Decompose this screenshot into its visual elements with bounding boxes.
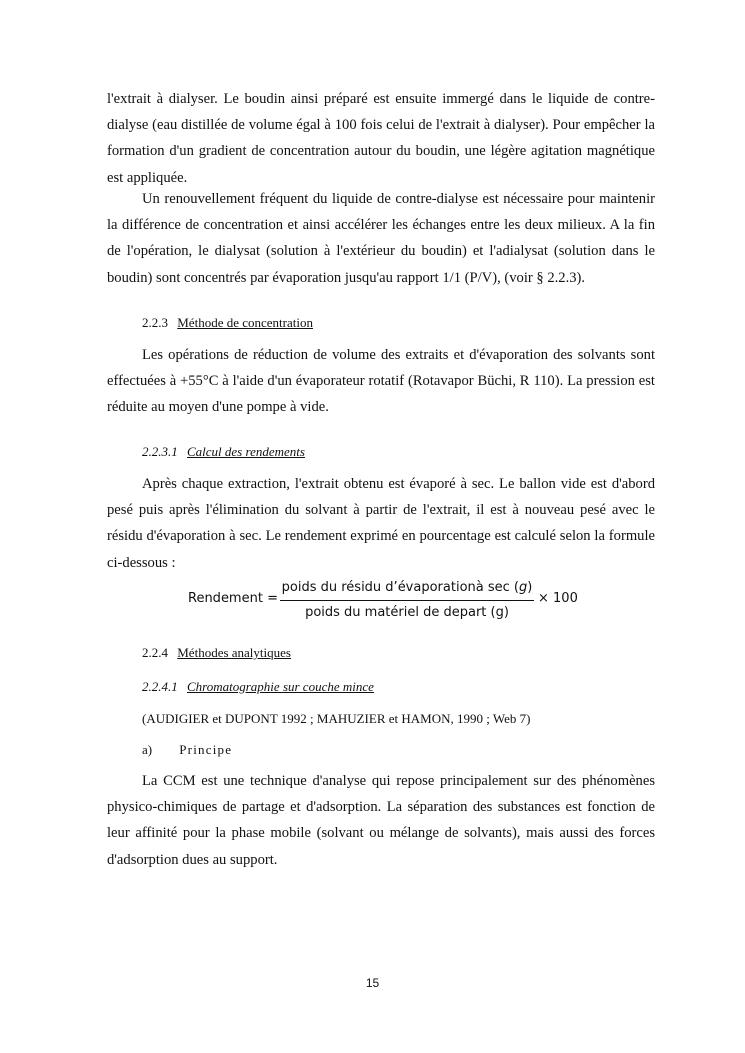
heading-number: 2.2.3.1	[142, 444, 178, 459]
page-number: 15	[365, 976, 380, 990]
subsection-principe	[142, 742, 232, 758]
paragraph-dialysis-end: l'extrait à dialyser. Le boudin ainsi préparé est ensuite immergé dans le liquide de contre-dialyse (eau distillée de volume égal à 100 fois celui de l'extrait à dialyser). Pour empêcher la formation d'un gradient de concentration autour du boudin, une légère agitation magnétique est appliquée.	[107, 91, 655, 186]
formula-denominator: poids du matériel de depart (g)	[305, 605, 509, 620]
heading-title: Méthode de concentration	[177, 315, 313, 330]
subsection-title: Principe	[179, 742, 233, 757]
paragraph-ccm: La CCM est une technique d'analyse qui repose principalement sur des phénomènes physico-chimiques de partage et d'adsorption. La séparation des substances est fonction de leur affinité pour la phase mobile (solvant ou mélange de solvants), mais aussi des forces d'adsorption dues au support.	[107, 773, 655, 868]
heading-2-2-4-1	[142, 679, 374, 695]
yield-formula	[188, 578, 588, 624]
heading-number: 2.2.3	[142, 315, 168, 330]
heading-2-2-3	[142, 315, 313, 331]
heading-2-2-3-1	[142, 444, 305, 460]
fraction-bar	[280, 600, 534, 601]
paragraph-concentration: Les opérations de réduction de volume des extraits et d'évaporation des solvants sont effectuées à +55°C à l'aide d'un évaporateur rotatif (Rotavapor Büchi, R 110). La pression est réduite au moyen d'une pompe à vide.	[107, 347, 655, 416]
formula-fraction	[280, 578, 534, 623]
heading-number: 2.2.4	[142, 645, 168, 660]
formula-rhs: × 100	[538, 591, 578, 606]
heading-2-2-4	[142, 645, 291, 661]
reference-citation: (AUDIGIER et DUPONT 1992 ; MAHUZIER et HAMON, 1990 ; Web 7)	[142, 711, 531, 726]
heading-number: 2.2.4.1	[142, 679, 178, 694]
heading-title: Calcul des rendements	[187, 444, 305, 459]
paragraph-yield: Après chaque extraction, l'extrait obtenu est évaporé à sec. Le ballon vide est d'abord pesé puis après l'élimination du solvant à partir de l'extrait, il est à nouveau pesé avec le résidu d'évaporation à sec. Le rendement exprimé en pourcentage est calculé selon la formule ci-dessous :	[107, 476, 655, 571]
heading-title: Chromatographie sur couche mince	[187, 679, 374, 694]
subsection-label: a)	[142, 742, 153, 757]
formula-lhs: Rendement =	[188, 591, 278, 606]
heading-title: Méthodes analytiques	[177, 645, 291, 660]
formula-numerator: poids du résidu d’évaporationà sec (g)	[281, 580, 533, 595]
paragraph-renewal: Un renouvellement fréquent du liquide de contre-dialyse est nécessaire pour maintenir la différence de concentration et ainsi accélérer les échanges entre les deux milieux. A la fin de l'opération, le dialysat (solution à l'extérieur du boudin) et l'adialysat (solution dans le boudin) sont concentrés par évaporation jusqu'au rapport 1/1 (P/V), (voir § 2.2.3).	[107, 191, 655, 286]
